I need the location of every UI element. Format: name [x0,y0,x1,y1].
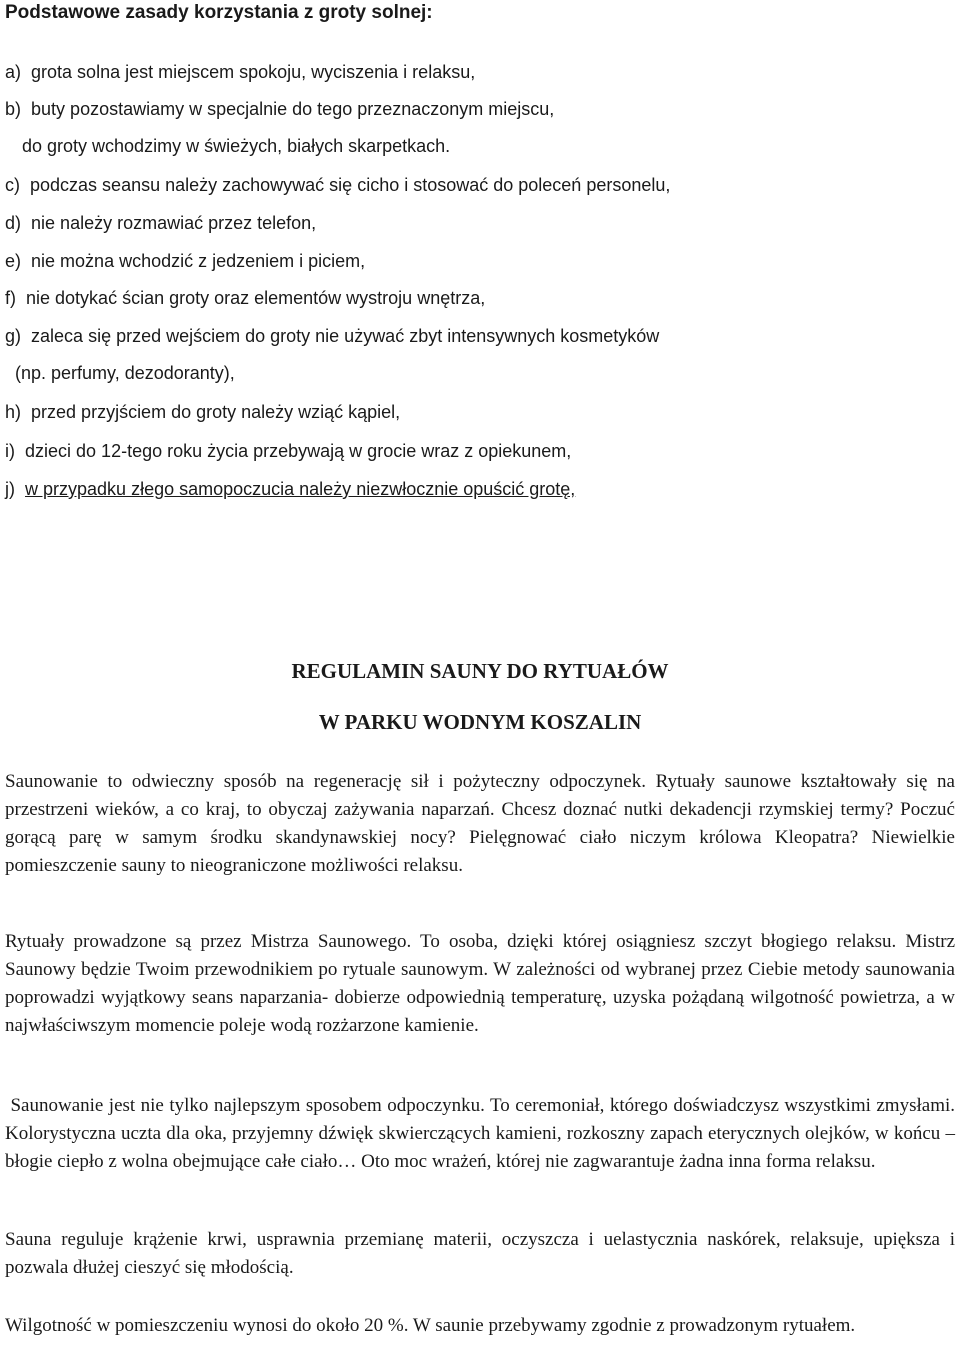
rule-item-c [5,174,670,196]
sauna-paragraph-5: Wilgotność w pomieszczeniu wynosi do około 20 %. W saunie przebywamy zgodnie z prowadzonym rytuałem. [5,1315,856,1336]
rule-label: c) [5,175,20,195]
rule-label: f) [5,288,16,308]
rule-label: g) [5,326,22,346]
rule-label: h) [5,402,22,422]
rule-item-e [5,250,365,272]
sauna-title-line1: REGULAMIN SAUNY DO RYTUAŁÓW [291,659,669,683]
rule-text: grota solna jest miejscem spokoju, wyciszenia i relaksu, [31,62,476,82]
rule-label: j) [5,479,15,499]
sauna-paragraph-4: Sauna reguluje krążenie krwi, usprawnia przemianę materii, oczyszcza i uelastycznia naskórek, relaksuje, upiększa i pozwala dłużej cieszyć się młodością. [5,1229,955,1278]
rule-label: d) [5,213,22,233]
rule-text: zaleca się przed wejściem do groty nie używać zbyt intensywnych kosmetyków [31,326,660,346]
rule-item-h [5,401,400,423]
rule-item-a [5,61,475,83]
rule-label: i) [5,441,15,461]
rule-text: przed przyjściem do groty należy wziąć kąpiel, [31,402,401,422]
rule-text: nie należy rozmawiać przez telefon, [31,213,317,233]
rule-text: nie można wchodzić z jedzeniem i piciem, [31,251,366,271]
rule-item-b-continuation: do groty wchodzimy w świeżych, białych skarpetkach. [22,136,451,156]
rule-item-f [5,287,485,309]
rule-item-j [5,478,575,500]
rule-label: a) [5,62,22,82]
rule-item-i [5,440,571,462]
rule-item-g-continuation: (np. perfumy, dezodoranty), [15,363,235,383]
rule-text: w przypadku złego samopoczucia należy niezwłocznie opuścić grotę, [25,479,576,499]
rule-text: buty pozostawiamy w specjalnie do tego przeznaczonym miejscu, [31,99,555,119]
rule-text: dzieci do 12-tego roku życia przebywają w grocie wraz z opiekunem, [25,441,572,461]
rule-text: podczas seansu należy zachowywać się cicho i stosować do poleceń personelu, [30,175,671,195]
sauna-paragraph-1: Saunowanie to odwieczny sposób na regenerację sił i pożyteczny odpoczynek. Rytuały saunowe kształtowały się na przestrzeni wieków, a co kraj, to obyczaj zażywania naparzań. Chcesz doznać nutki dekadencji rzymskiej termy? Poczuć gorącą parę w samym środku skandynawskiej nocy? Pielęgnować ciało niczym królowa Kleopatra? Niewielkie pomieszczenie sauny to nieograniczone możliwości relaksu. [5,771,955,876]
rule-item-b [5,98,554,120]
sauna-paragraph-3: Saunowanie jest nie tylko najlepszym sposobem odpoczynku. To ceremoniał, którego doświadczysz wszystkimi zmysłami. Kolorystyczna uczta dla oka, przyjemny dźwięk skwierczących kamieni, rozkoszny zapach eterycznych olejków, w końcu – błogie ciepło z wolna obejmujące całe ciało… Oto moc wrażeń, której nie zagwarantuje żadna inna forma relaksu. [5,1095,960,1172]
sauna-title-line2: W PARKU WODNYM KOSZALIN [318,710,642,734]
rule-label: b) [5,99,22,119]
rule-text: nie dotykać ścian groty oraz elementów wystroju wnętrza, [26,288,486,308]
rule-label: e) [5,251,22,271]
rule-item-d [5,212,316,234]
sauna-paragraph-2: Rytuały prowadzone są przez Mistrza Saunowego. To osoba, dzięki której osiągniesz szczyt błogiego relaksu. Mistrz Saunowy będzie Twoim przewodnikiem po rytuale saunowym. W zależności od wybranej przez Ciebie metody saunowania poprowadzi wyjątkowy seans naparzania- dobierze odpowiednią temperaturę, uzyska pożądaną wilgotność powietrza, a w najwłaściwszym momencie poleje wodą rozżarzone kamienie. [5,931,955,1036]
rule-item-g [5,325,659,347]
rules-heading: Podstawowe zasady korzystania z groty solnej: [5,2,433,23]
